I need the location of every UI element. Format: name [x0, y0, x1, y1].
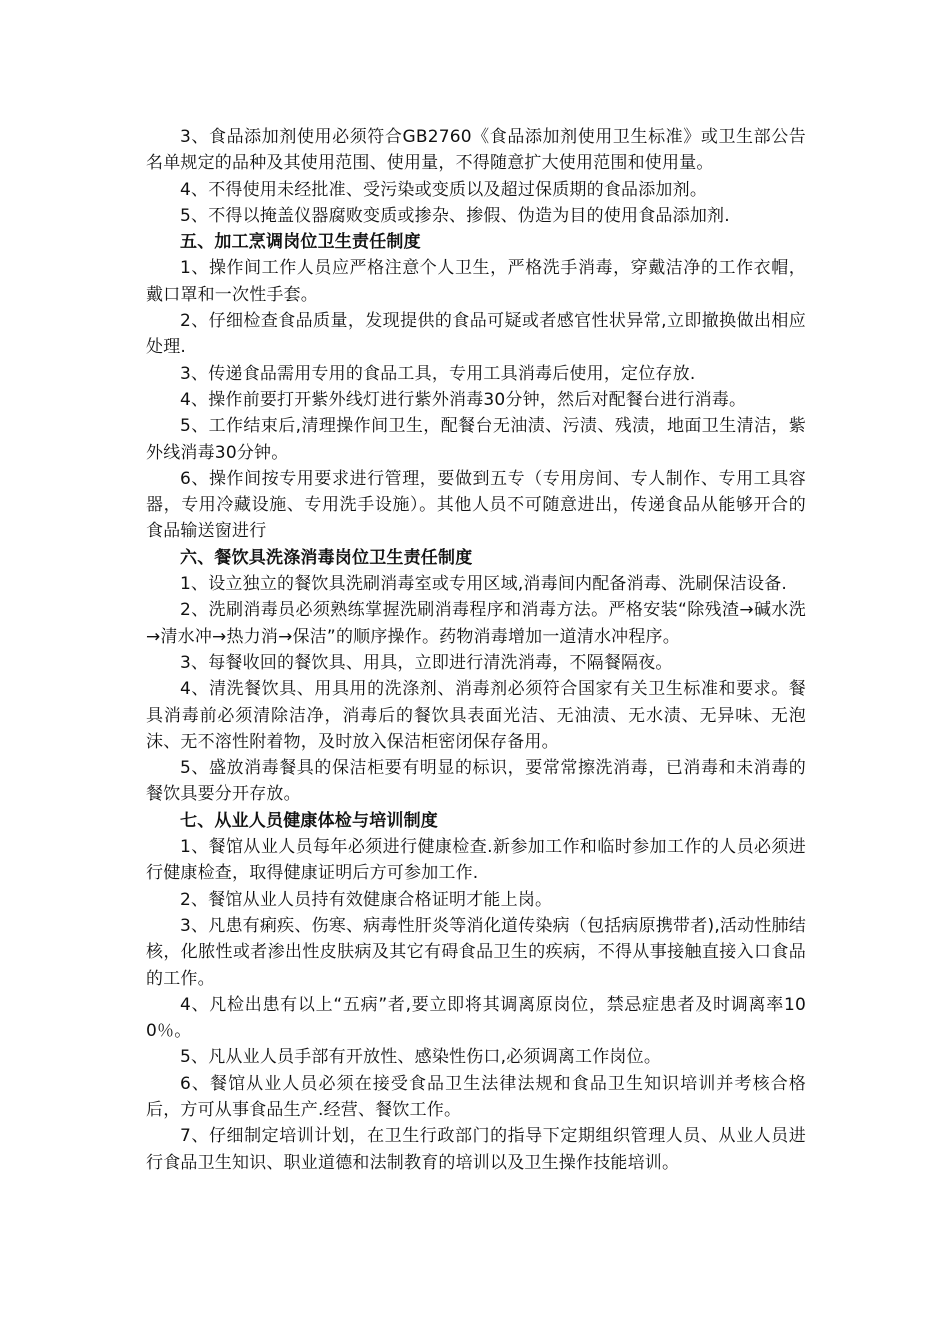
paragraph: 5、盛放消毒餐具的保洁柜要有明显的标识，要常常擦洗消毒，已消毒和未消毒的餐饮具要分开存放。: [146, 758, 806, 805]
document-body: [146, 124, 806, 1176]
paragraph: 3、凡患有痢疾、伤寒、病毒性肝炎等消化道传染病（包括病原携带者),活动性肺结核，化脓性或者渗出性皮肤病及其它有碍食品卫生的疾病，不得从事接触直接入口食品的工作。: [146, 915, 806, 989]
paragraph: 4、凡检出患有以上“五病”者,要立即将其调离原岗位，禁忌症患者及时调离率100％。: [146, 994, 806, 1042]
paragraph: 2、餐馆从业人员持有效健康合格证明才能上岗。: [180, 889, 553, 910]
paragraph: 2、仔细检查食品质量，发现提供的食品可疑或者感官性状异常,立即撤换做出相应处理.: [146, 311, 806, 358]
paragraph: 3、食品添加剂使用必须符合GB2760《食品添加剂使用卫生标准》或卫生部公告名单规定的品种及其使用范围、使用量，不得随意扩大使用范围和使用量。: [146, 127, 806, 174]
section-heading: 六、餐饮具洗涤消毒岗位卫生责任制度: [180, 547, 473, 568]
section-heading: 七、从业人员健康体检与培训制度: [180, 810, 438, 831]
paragraph: 4、清洗餐饮具、用具用的洗涤剂、消毒剂必须符合国家有关卫生标准和要求。餐具消毒前必须清除洁净，消毒后的餐饮具表面光洁、无油渍、无水渍、无异味、无泡沫、无不溶性附着物，及时放入保洁柜密闭保存备用。: [146, 679, 806, 752]
paragraph: 7、仔细制定培训计划，在卫生行政部门的指导下定期组织管理人员、从业人员进行食品卫生知识、职业道德和法制教育的培训以及卫生操作技能培训。: [146, 1126, 806, 1173]
paragraph: 1、操作间工作人员应严格注意个人卫生，严格洗手消毒，穿戴洁净的工作衣帽，戴口罩和一次性手套。: [146, 258, 806, 305]
paragraph: 1、餐馆从业人员每年必须进行健康检查.新参加工作和临时参加工作的人员必须进行健康检查，取得健康证明后方可参加工作.: [146, 837, 806, 884]
paragraph: 6、操作间按专用要求进行管理，要做到五专（专用房间、专人制作、专用工具容器，专用冷藏设施、专用洗手设施）。其他人员不可随意进出，传递食品从能够开合的食品输送窗进行: [146, 468, 806, 542]
section-heading: 五、加工烹调岗位卫生责任制度: [180, 232, 421, 253]
paragraph: 3、传递食品需用专用的食品工具，专用工具消毒后使用，定位存放.: [180, 363, 696, 384]
paragraph: 1、设立独立的餐饮具洗刷消毒室或专用区域,消毒间内配备消毒、洗刷保洁设备.: [180, 574, 788, 595]
paragraph: 6、餐馆从业人员必须在接受食品卫生法律法规和食品卫生知识培训并考核合格后，方可从事食品生产.经营、餐饮工作。: [146, 1073, 806, 1120]
paragraph: 2、洗刷消毒员必须熟练掌握洗刷消毒程序和消毒方法。严格安装“除残渣→碱水洗→清水冲→热力消→保洁”的顺序操作。药物消毒增加一道清水冲程序。: [146, 600, 806, 647]
paragraph: 4、操作前要打开紫外线灯进行紫外消毒30分钟，然后对配餐台进行消毒。: [180, 389, 747, 410]
paragraph: 5、不得以掩盖仪器腐败变质或掺杂、掺假、伪造为目的使用食品添加剂.: [180, 205, 730, 226]
paragraph: 5、凡从业人员手部有开放性、感染性伤口,必须调离工作岗位。: [180, 1047, 662, 1068]
paragraph: 3、每餐收回的餐饮具、用具，立即进行清洗消毒，不隔餐隔夜。: [180, 652, 673, 673]
paragraph: 5、工作结束后,清理操作间卫生，配餐台无油渍、污渍、残渍，地面卫生清洁，紫外线消毒30分钟。: [146, 416, 806, 463]
paragraph: 4、不得使用未经批准、受污染或变质以及超过保质期的食品添加剂。: [180, 179, 708, 200]
